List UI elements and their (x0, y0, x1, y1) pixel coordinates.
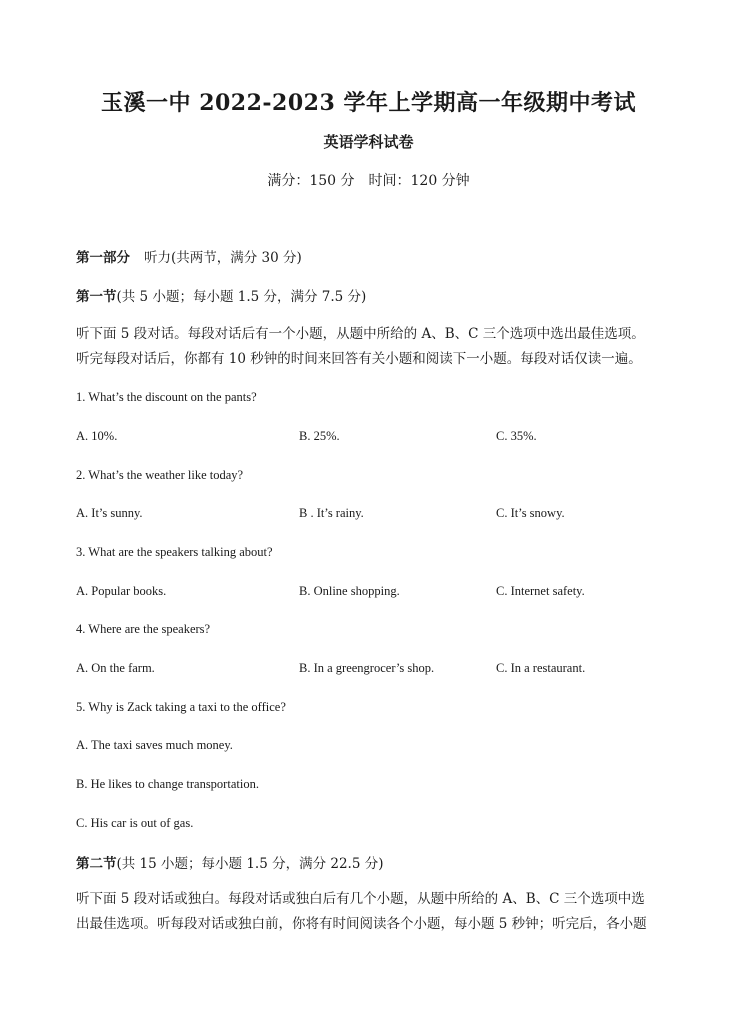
question-5: 5. Why is Zack taking a taxi to the office? (76, 700, 286, 714)
section2-info: (共 15 小题；每小题 1.5 分，满分 22.5 分) (116, 856, 384, 872)
q1-option-c: C. 35%. (496, 429, 537, 443)
q3-option-b: B. Online shopping. (299, 584, 400, 598)
q4-option-a: A. On the farm. (76, 661, 155, 675)
q1-option-a: A. 10%. (76, 429, 118, 443)
question-1: 1. What’s the discount on the pants? (76, 390, 257, 404)
exam-title: 玉溪一中 2022-2023 学年上学期高一年级期中考试 (101, 90, 636, 116)
question-4: 4. Where are the speakers? (76, 622, 211, 636)
question-3: 3. What are the speakers talking about? (76, 545, 273, 559)
q2-option-a: A. It’s sunny. (76, 506, 143, 520)
section2-label: 第二节 (76, 856, 117, 872)
q5-option-b: B. He likes to change transportation. (76, 777, 259, 791)
exam-meta: 满分：150 分 时间：120 分钟 (267, 173, 470, 189)
section1-info: (共 5 小题；每小题 1.5 分，满分 7.5 分) (116, 289, 367, 305)
q2-option-b: B . It’s rainy. (299, 506, 364, 520)
question-2: 2. What’s the weather like today? (76, 468, 244, 482)
section2-instructions (76, 887, 666, 937)
part1-heading (76, 246, 302, 266)
section1-heading (76, 285, 366, 305)
q4-option-b: B. In a greengrocer’s shop. (299, 661, 435, 675)
instruction-line: 听完每段对话后，你都有 10 秒钟的时间来回答有关小题和阅读下一小题。每段对话仅读一遍。 (76, 351, 642, 367)
exam-subtitle: 英语学科试卷 (323, 133, 414, 151)
q4-option-c: C. In a restaurant. (496, 661, 586, 675)
instruction-line: 听下面 5 段对话。每段对话后有一个小题，从题中所给的 A、B、C 三个选项中选出最佳选项。 (76, 326, 645, 342)
q5-option-c: C. His car is out of gas. (76, 816, 194, 830)
q1-option-b: B. 25%. (299, 429, 340, 443)
q5-option-a: A. The taxi saves much money. (76, 738, 233, 752)
instruction-line: 出最佳选项。听每段对话或独白前，你将有时间阅读各个小题，每小题 5 秒钟；听完后，各小题 (76, 916, 647, 932)
part1-title: 听力(共两节，满分 30 分) (144, 250, 302, 266)
q2-option-c: C. It’s snowy. (496, 506, 565, 520)
instruction-line: 听下面 5 段对话或独白。每段对话或独白后有几个小题，从题中所给的 A、B、C 三个选项中选 (76, 891, 645, 907)
section2-heading (76, 852, 384, 872)
q3-option-c: C. Internet safety. (496, 584, 585, 598)
section1-label: 第一节 (76, 289, 117, 305)
q3-option-a: A. Popular books. (76, 584, 167, 598)
part1-label: 第一部分 (76, 250, 130, 266)
section1-instructions (76, 322, 666, 372)
